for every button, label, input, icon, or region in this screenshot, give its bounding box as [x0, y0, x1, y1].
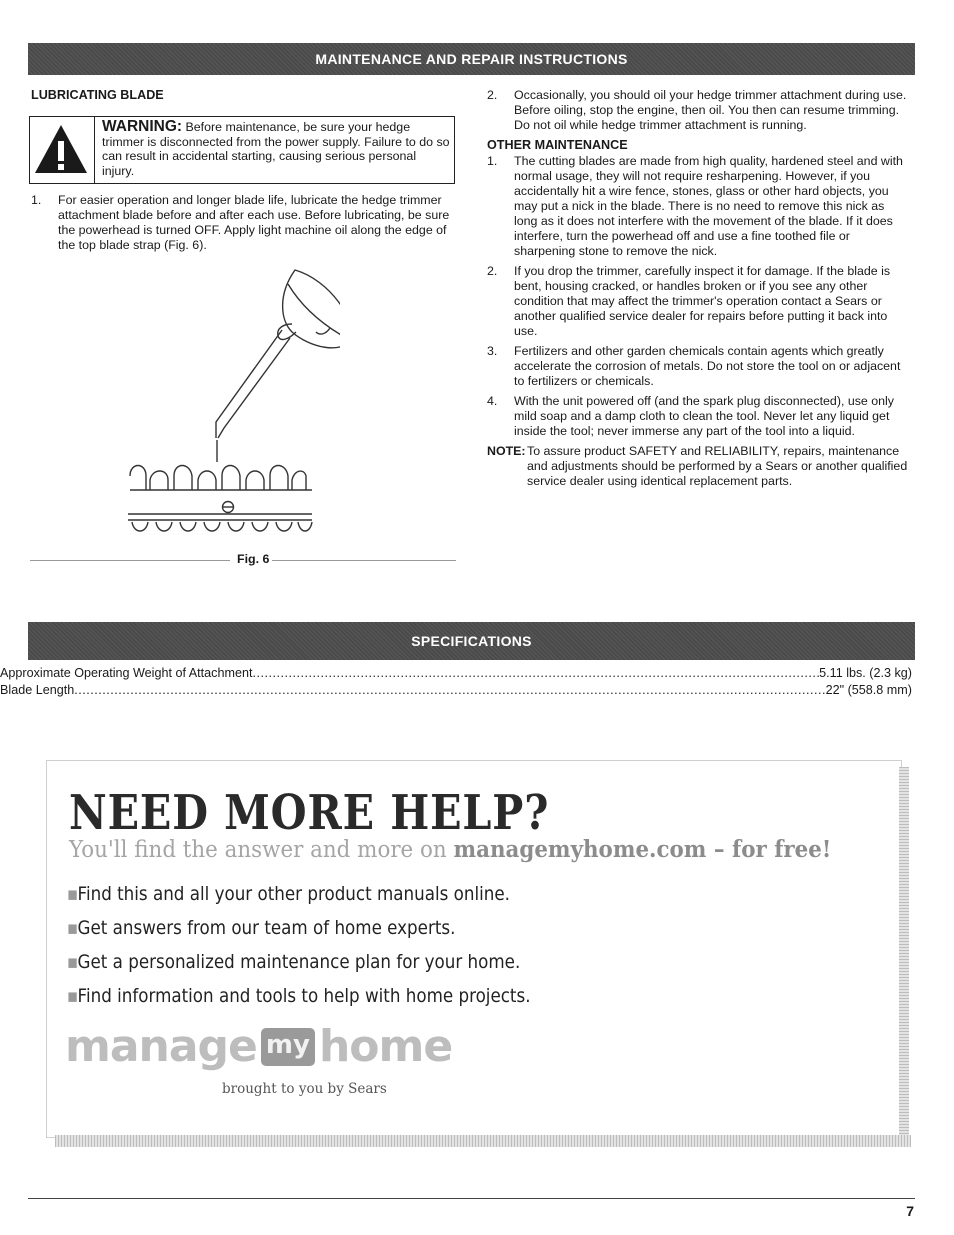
list-item: [487, 154, 911, 259]
brought-by-sears: brought to you by Sears: [222, 1081, 387, 1097]
logo-manage: manage: [65, 1021, 257, 1072]
warning-body: Before maintenance, be sure your hedge trimmer is disconnected from the power supply. Failure to do so can result in accidental starting, causing serious personal injury.: [102, 120, 450, 178]
item-number: 1.: [31, 193, 42, 207]
managemyhome-logo: [65, 1021, 452, 1072]
leader-dots: [74, 683, 825, 697]
warning-text: [102, 120, 450, 178]
logo-my: my: [261, 1028, 315, 1066]
item-number: 2.: [487, 88, 498, 102]
section-title: SPECIFICATIONS: [411, 633, 532, 649]
section-banner-specifications: [28, 622, 915, 660]
figure-caption: Fig. 6: [237, 552, 270, 566]
logo-home: home: [318, 1021, 453, 1072]
section-title: MAINTENANCE AND REPAIR INSTRUCTIONS: [315, 51, 628, 67]
item-number: 3.: [487, 344, 498, 358]
right-column: [487, 88, 911, 494]
bullet-icon: ▪: [67, 985, 79, 1007]
item-text: For easier operation and longer blade life, lubricate the hedge trimmer attachment blade before and after each use. Before lubricating, be sure the powerhead is turned OFF. Apply light machine oil along the edge of the top blade strap (Fig. 6).: [58, 193, 450, 252]
help-bullet: [67, 951, 520, 973]
warning-box: [29, 116, 455, 184]
help-bullet: [67, 985, 531, 1007]
box-shadow-right: [899, 767, 909, 1137]
item-number: 1.: [487, 154, 498, 168]
item-text: If you drop the trimmer, carefully inspect it for damage. If the blade is bent, housing cracked, or handles broken or if you see any other condition that may affect the trimmer's operation contact a Sears or another qualified service dealer for repairs before putting it back into use.: [514, 264, 891, 338]
bullet-icon: ▪: [67, 951, 79, 973]
list-item: [487, 394, 911, 439]
help-subtitle: [69, 836, 831, 863]
item-number: 2.: [487, 264, 498, 278]
leader-dots: [252, 666, 819, 680]
item-text: With the unit powered off (and the spark plug disconnected), use only mild soap and a damp cloth to clean the tool. Never let any liquid get inside the tool; never immerse any part of the tool into a liquid.: [514, 394, 894, 438]
bullet-text: Get answers from our team of home experts.: [77, 917, 456, 939]
bullet-icon: ▪: [67, 883, 79, 905]
list-item: [487, 88, 911, 133]
figure-rule-left: [30, 560, 230, 561]
left-list: [31, 193, 455, 258]
help-title: NEED MORE HELP?: [69, 785, 550, 841]
list-item: [487, 264, 911, 339]
help-advertisement: [46, 760, 902, 1138]
spec-value: 22" (558.8 mm): [825, 683, 912, 697]
help-bullet: [67, 883, 510, 905]
item-number: 4.: [487, 394, 498, 408]
warning-triangle-icon: [30, 117, 95, 183]
box-shadow-bottom: [55, 1135, 911, 1147]
lubricating-heading: LUBRICATING BLADE: [31, 88, 164, 102]
item-text: Occasionally, you should oil your hedge trimmer attachment during use. Before oiling, stop the engine, then oil. You then can resume trimming. Do not oil while hedge trimmer attachment is running.: [514, 88, 907, 132]
figure-rule-right: [272, 560, 456, 561]
left-column: [31, 88, 455, 103]
note-text: To assure product SAFETY and RELIABILITY, repairs, maintenance and adjustments should be performed by a Sears or another qualified service dealer using identical replacement parts.: [527, 444, 908, 488]
spec-label: Blade Length: [0, 683, 75, 697]
note-label: NOTE:: [487, 444, 526, 458]
bullet-text: Find this and all your other product manuals online.: [77, 883, 510, 905]
spec-value: 5.11 lbs. (2.3 kg): [819, 666, 912, 680]
bullet-text: Get a personalized maintenance plan for your home.: [77, 951, 521, 973]
bullet-text: Find information and tools to help with home projects.: [77, 985, 531, 1007]
section-banner-maintenance: [28, 43, 915, 75]
spec-row: [0, 683, 912, 697]
website-link[interactable]: managemyhome.com – for free!: [453, 836, 832, 863]
list-item: [31, 193, 455, 253]
help-bullet: [67, 917, 455, 939]
spec-label: Approximate Operating Weight of Attachment: [0, 666, 253, 680]
footer-rule: [28, 1198, 915, 1199]
subtitle-text: You'll find the answer and more on: [69, 837, 447, 863]
note: [487, 444, 911, 489]
page-number: 7: [906, 1203, 914, 1219]
item-text: The cutting blades are made from high quality, hardened steel and with normal usage, they will not require resharpening. However, if you accidentally hit a wire fence, stones, glass or other hard objects, you may put a nick in the blade. There is no need to remove this nick as long as it does not interfere with the movement of the blade. If it does interfere, turn the powerhead off and use a fine toothed file or sharpening stone to remove the nick.: [514, 154, 903, 258]
warning-title: WARNING:: [102, 118, 183, 135]
spec-row: [0, 666, 912, 680]
bullet-icon: ▪: [67, 917, 79, 939]
list-item: [487, 344, 911, 389]
oil-can-illustration: [120, 262, 340, 552]
other-maintenance-heading: OTHER MAINTENANCE: [487, 138, 628, 152]
item-text: Fertilizers and other garden chemicals contain agents which greatly accelerate the corrosion of metals. Do not store the tool on or adjacent to fertilizers or chemicals.: [514, 344, 901, 388]
